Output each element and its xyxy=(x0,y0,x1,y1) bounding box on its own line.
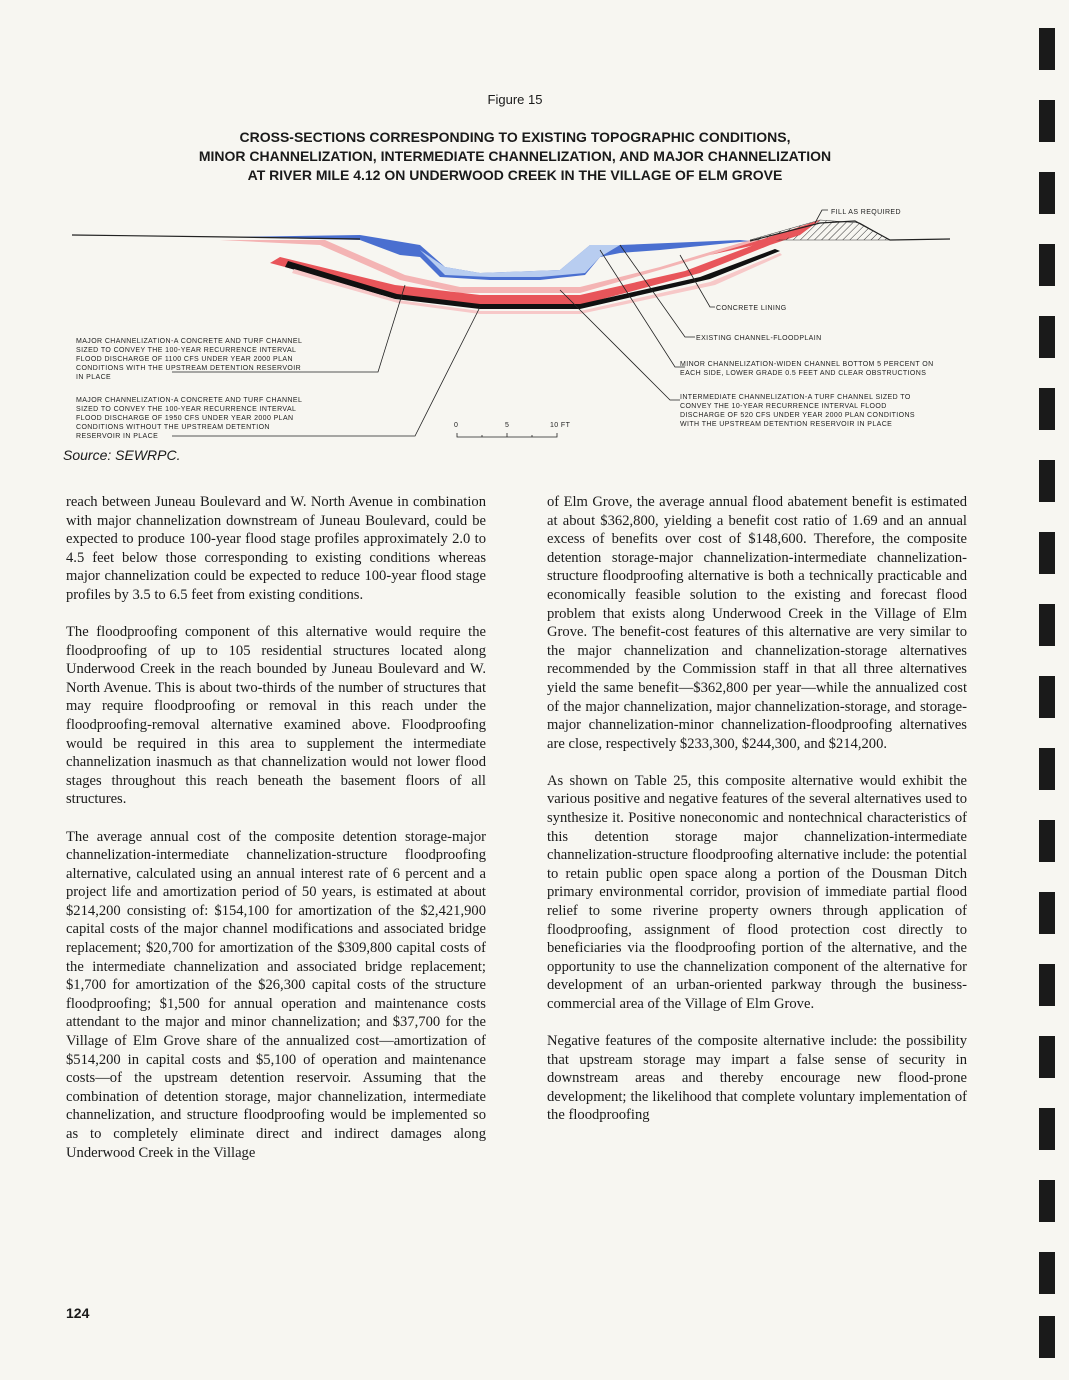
fill-label: FILL AS REQUIRED xyxy=(831,209,901,216)
binder-mark xyxy=(1039,1180,1055,1222)
minor-label: EACH SIDE, LOWER GRADE 0.5 FEET AND CLEAR OBSTRUCTIONS xyxy=(680,370,927,377)
intermediate-label: DISCHARGE OF 520 CFS UNDER YEAR 2000 PLAN CONDITIONS xyxy=(680,412,916,419)
binder-mark xyxy=(1039,676,1055,718)
paragraph: The average annual cost of the composite detention storage-major channelization-intermediate channelization-structure floodproofing alternative, calculated using an annual interest rate of 6 percent and a project life and amortization period of 50 years, is estimated at about $214,200 consisting of: $154,100 for amortization of the $2,421,900 capital costs of the major channel modifications and associated bridge replacement; $20,700 for amortization of the $309,800 capital costs of the intermediate channelization and associated bridge replacement; $1,700 for amortization of the $26,300 capital costs of the structure floodproofing; $1,500 for annual operation and maintenance costs attendant to the major and minor channelization; and $37,700 for the Village of Elm Grove share of the annualized cost—amortization of $514,200 in capital costs and $5,100 of operation and maintenance costs—of the upstream detention reservoir. Assuming that the combination of detention storage, major channelization, intermediate channelization, and structure floodproofing would be implemented so as to completely eliminate direct and indirect damages along Underwood Creek in the Village xyxy=(66,828,486,1161)
page-number: 124 xyxy=(66,1305,90,1321)
figure-title-line: MINOR CHANNELIZATION, INTERMEDIATE CHANNELIZATION, AND MAJOR CHANNELIZATION xyxy=(198,148,832,164)
existing-label: EXISTING CHANNEL-FLOODPLAIN xyxy=(696,335,822,342)
major-with-label: FLOOD DISCHARGE OF 1100 CFS UNDER YEAR 2000 PLAN xyxy=(76,356,293,363)
intermediate-label: INTERMEDIATE CHANNELIZATION-A TURF CHANNEL SIZED TO xyxy=(680,394,911,401)
scale-bar xyxy=(457,433,557,437)
major-without-label: RESERVOIR IN PLACE xyxy=(76,433,159,440)
figure-title-line: AT RIVER MILE 4.12 ON UNDERWOOD CREEK IN THE VILLAGE OF ELM GROVE xyxy=(247,167,783,183)
left-column xyxy=(66,493,486,1181)
binder-mark xyxy=(1039,172,1055,214)
scale-label: 5 xyxy=(505,422,510,429)
figure-title xyxy=(120,128,910,185)
binder-mark xyxy=(1039,1252,1055,1294)
binder-mark xyxy=(1039,964,1055,1006)
paragraph: As shown on Table 25, this composite alternative would exhibit the various positive and negative features of the several alternatives used to synthesize it. Positive noneconomic and nontechnical characteristics of this detention storage major channelization-intermediate channelization-structure floodproofing alternative include: the potential to retain public open space along a portion of the Dousman Ditch primary environmental corridor, provision of immediate partial flood relief to some riverine property owners through application of floodproofing, assignment of flood protection cost directly to beneficiaries via the floodproofing portion of the alternative, and the opportunity to use the channelization component of the alternative for development of an urban-oriented parkway through the business-commercial area of the Village of Elm Grove. xyxy=(547,772,967,1012)
minor-label: MINOR CHANNELIZATION-WIDEN CHANNEL BOTTOM 5 PERCENT ON xyxy=(680,361,934,368)
binder-mark xyxy=(1039,100,1055,142)
paragraph: The floodproofing component of this alternative would require the floodproofing of up to 105 residential structures located along Underwood Creek in the reach bounded by Juneau Boulevard and W. North Avenue. This is about two-thirds of the number of structures that may require floodproofing or removal in this reach under the floodproofing-removal alternative examined above. Floodproofing would be required in this area to supplement the intermediate channelization inasmuch as that channelization would not lower flood stages throughout this reach beneath the basement floors of all structures. xyxy=(66,624,486,808)
paragraph: reach between Juneau Boulevard and W. North Avenue in combination with major channelization downstream of Juneau Boulevard, could be expected to produce 100-year flood stage profiles approximately 2.0 to 4.5 feet below those corresponding to existing conditions whereas major channelization could be expected to reduce 100-year flood stage profiles by 3.5 to 6.5 feet from existing conditions. xyxy=(66,494,486,603)
binder-mark xyxy=(1039,532,1055,574)
figure-label: Figure 15 xyxy=(487,92,543,107)
major-without-label: SIZED TO CONVEY THE 100-YEAR RECURRENCE INTERVAL xyxy=(76,406,297,413)
binder-mark xyxy=(1039,1316,1055,1358)
cross-section-diagram xyxy=(60,195,960,445)
binder-mark xyxy=(1039,460,1055,502)
layer-light-blue xyxy=(420,245,620,277)
paragraph: of Elm Grove, the average annual flood abatement benefit is estimated at about $362,800, yielding a benefit cost ratio of 1.69 and an annual excess of benefits over cost of $148,600. Therefore, the composite detention storage-major channelization-intermediate channelization-structure floodproofing alternative is both a technically practicable and economically feasible solution to the existing and forecast flood problem that exists along Underwood Creek in the Village of Elm Grove. The benefit-cost features of this alternative are very similar to the major channelization and channelization-storage alternatives recommended by the Commission staff in that all three alternatives yield the same benefit—$362,800 per year—while the annualized cost of the major channelization, major channelization-storage, and storage-major channelization-minor channelization-floodproofing alternatives are close, respectively $233,300, $244,300, and $214,200. xyxy=(547,494,967,752)
binder-mark xyxy=(1039,748,1055,790)
leader-minor xyxy=(600,250,685,367)
binder-mark xyxy=(1039,28,1055,70)
right-column xyxy=(547,493,967,1144)
scale-label: 0 xyxy=(454,422,459,429)
major-without-label: MAJOR CHANNELIZATION-A CONCRETE AND TURF CHANNEL xyxy=(76,397,303,404)
binder-mark xyxy=(1039,604,1055,646)
major-with-label: MAJOR CHANNELIZATION-A CONCRETE AND TURF CHANNEL xyxy=(76,338,303,345)
binder-mark xyxy=(1039,244,1055,286)
major-with-label: IN PLACE xyxy=(76,374,112,381)
figure-title-line: CROSS-SECTIONS CORRESPONDING TO EXISTING TOPOGRAPHIC CONDITIONS, xyxy=(239,129,791,145)
binder-mark xyxy=(1039,1108,1055,1150)
intermediate-label: WITH THE UPSTREAM DETENTION RESERVOIR IN PLACE xyxy=(680,421,893,428)
binder-mark xyxy=(1039,316,1055,358)
binder-mark xyxy=(1039,820,1055,862)
binder-mark xyxy=(1039,892,1055,934)
major-without-label: CONDITIONS WITHOUT THE UPSTREAM DETENTION xyxy=(76,424,270,431)
binder-mark xyxy=(1039,1036,1055,1078)
major-with-label: SIZED TO CONVEY THE 100-YEAR RECURRENCE INTERVAL xyxy=(76,347,297,354)
figure-source: Source: SEWRPC. xyxy=(63,447,181,463)
intermediate-label: CONVEY THE 10-YEAR RECURRENCE INTERVAL FLOOD xyxy=(680,403,887,410)
paragraph: Negative features of the composite alternative include: the possibility that upstream storage may impart a false sense of security in downstream areas and thereby encourage new flood-prone development; the likelihood that complete voluntary implementation of the floodproofing xyxy=(547,1033,967,1124)
binder-mark xyxy=(1039,388,1055,430)
major-without-label: FLOOD DISCHARGE OF 1950 CFS UNDER YEAR 2000 PLAN xyxy=(76,415,294,422)
concrete-label: CONCRETE LINING xyxy=(716,305,787,312)
major-with-label: CONDITIONS WITH THE UPSTREAM DETENTION RESERVOIR xyxy=(76,365,302,372)
scale-label: 10 FT xyxy=(550,422,571,429)
